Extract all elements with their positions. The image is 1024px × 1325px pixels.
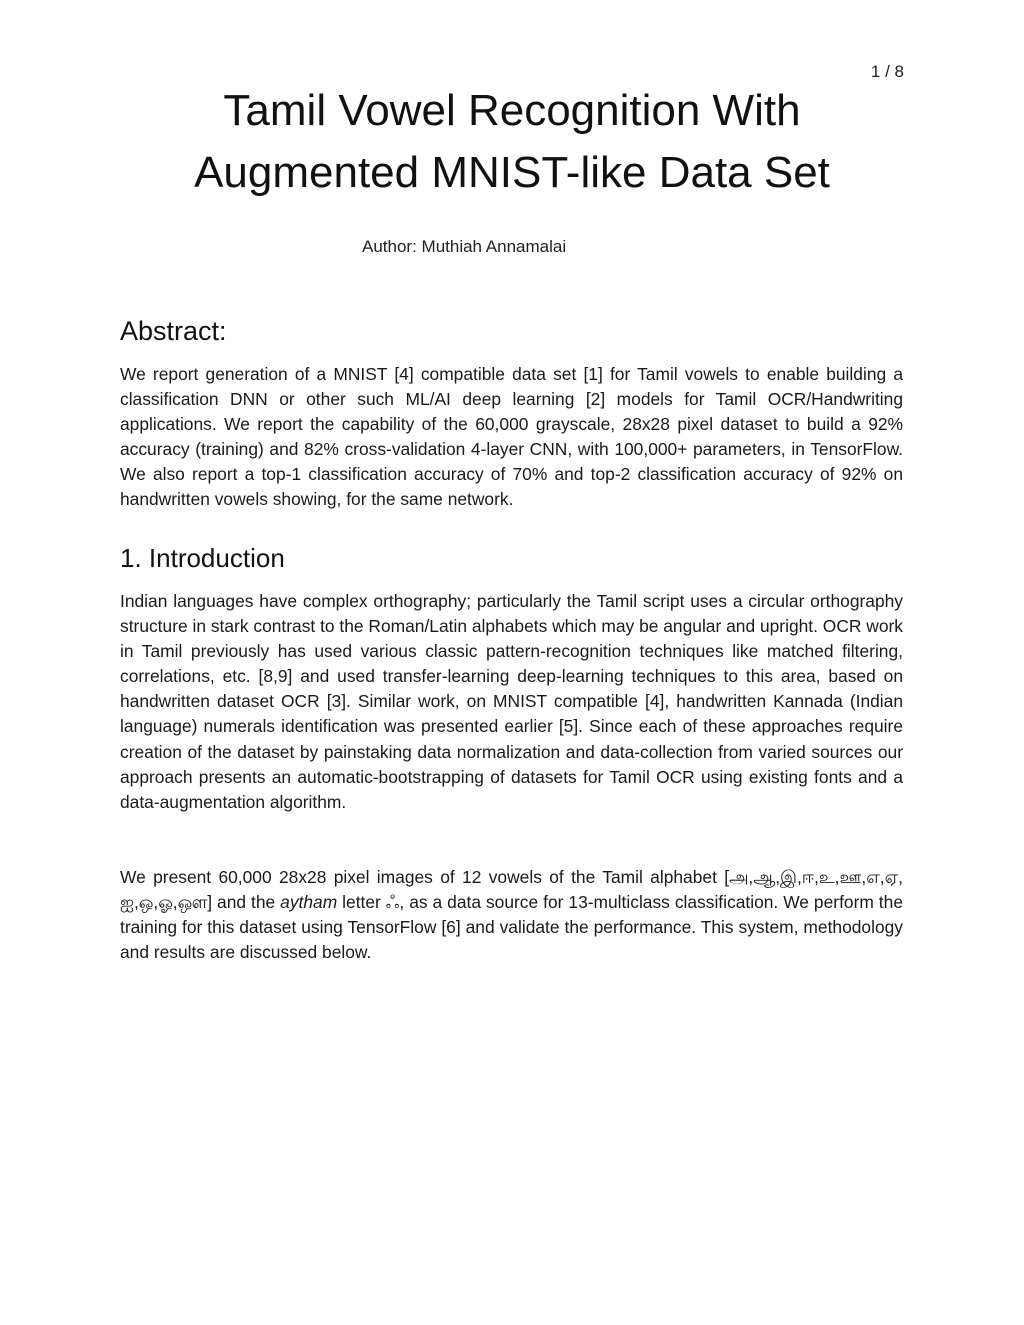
paragraph-2-start: We present 60,000 28x28 pixel images of 12 vowels of the Tamil alphabet [அ,ஆ,இ,ஈ,உ,ஊ,எ,ஏ, ஐ,ஒ,ஓ,ஔ] and the: [120, 867, 903, 913]
author-line: Author: Muthiah Annamalai: [362, 237, 567, 256]
abstract-heading: Abstract:: [120, 316, 227, 346]
title-line-1: Tamil Vowel Recognition With: [223, 86, 801, 135]
paragraph-2-end: letter ஃ, as a data source for 13-multiclass classification. We perform the training for this dataset using TensorFlow [6] and validate the performance. This system, methodology and results are discussed below.: [120, 892, 903, 963]
paper-title: [0, 80, 1024, 204]
page-number: 1 / 8: [870, 62, 904, 81]
introduction-paragraph-1: Indian languages have complex orthography; particularly the Tamil script uses a circular orthography structure in stark contrast to the Roman/Latin alphabets which may be angular and upright. OCR work in Tamil previously has used various classic pattern-recognition techniques like matched filtering, correlations, etc. [8,9] and used transfer-learning deep-learning techniques to this area, based on handwritten dataset OCR [3]. Similar work, on MNIST compatible [4], handwritten Kannada (Indian language) numerals identification was presented earlier [5]. Since each of these approaches require creation of the dataset by painstaking data normalization and data-collection from varied sources our approach presents an automatic-bootstrapping of datasets for Tamil OCR using existing fonts and a data-augmentation algorithm.: [120, 591, 903, 812]
title-line-2: Augmented MNIST-like Data Set: [194, 148, 830, 197]
abstract-body: We report generation of a MNIST [4] compatible data set [1] for Tamil vowels to enable building a classification DNN or other such ML/AI deep learning [2] models for Tamil OCR/Handwriting applications. We report the capability of the 60,000 grayscale, 28x28 pixel dataset to build a 92% accuracy (training) and 82% cross-validation 4-layer CNN, with 100,000+ parameters, in TensorFlow. We also report a top-1 classification accuracy of 70% and top-2 classification accuracy of 92% on handwritten vowels showing, for the same network.: [120, 364, 903, 510]
introduction-paragraph-2: [120, 865, 903, 965]
introduction-heading: 1. Introduction: [120, 543, 285, 573]
aytham-term: aytham: [280, 892, 338, 913]
